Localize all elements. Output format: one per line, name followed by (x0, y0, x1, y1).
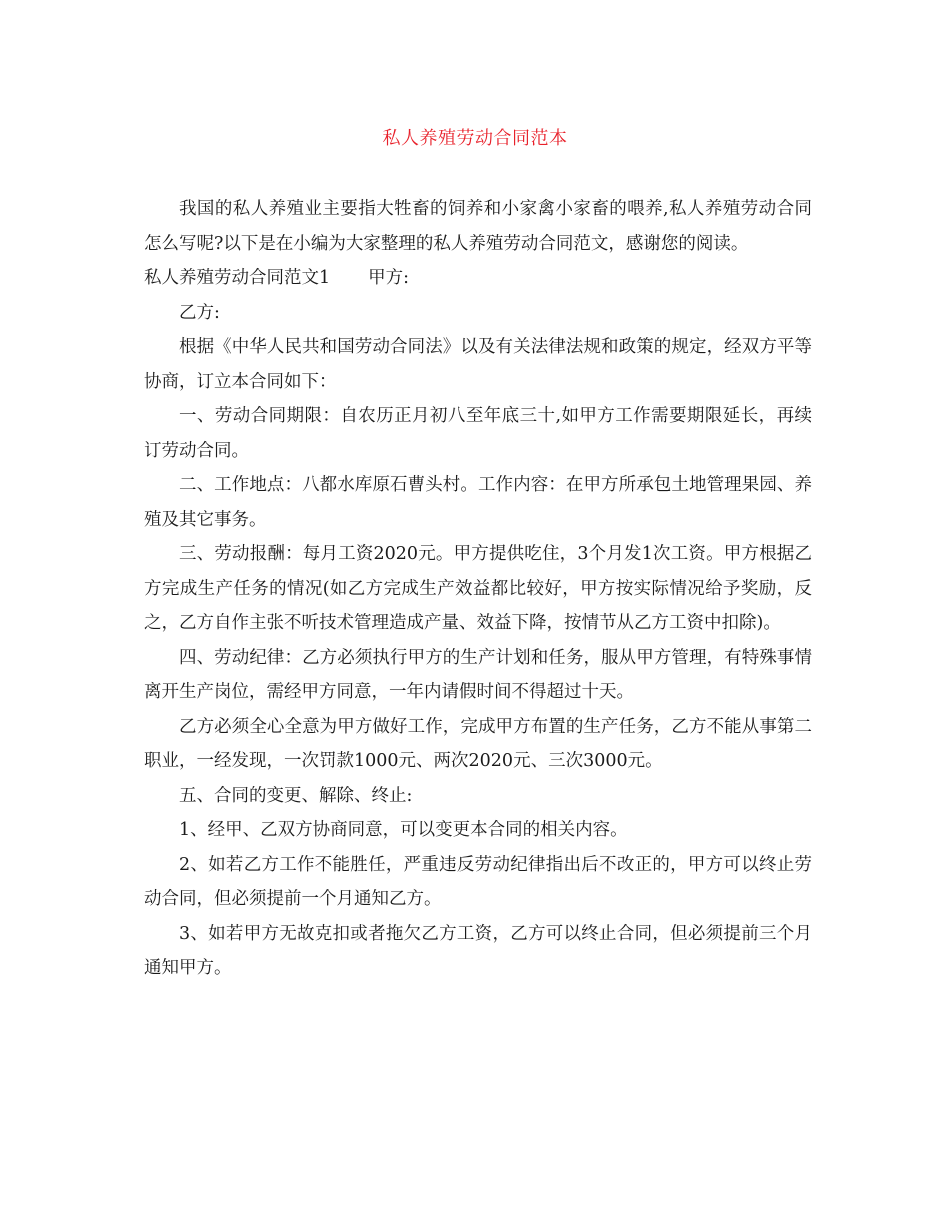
party-a-label: 甲方: (368, 268, 410, 288)
clause-4-extra: 乙方必须全心全意为甲方做好工作，完成甲方布置的生产任务，乙方不能从事第二职业，一经发现，一次罚款1000元、两次2020元、三次3000元。 (144, 716, 812, 771)
intro-paragraph: 我国的私人养殖业主要指大牲畜的饲养和小家禽小家畜的喂养,私人养殖劳动合同怎么写呢?以下是在小编为大家整理的私人养殖劳动合同范文，感谢您的阅读。 (144, 199, 812, 254)
clause-5-3: 3、如若甲方无故克扣或者拖欠乙方工资，乙方可以终止合同，但必须提前三个月通知甲方。 (144, 923, 812, 978)
clause-2: 二、工作地点：八都水库原石曹头村。工作内容：在甲方所承包土地管理果园、养殖及其它事务。 (144, 475, 812, 530)
clause-5-2: 2、如若乙方工作不能胜任，严重违反劳动纪律指出后不改正的，甲方可以终止劳动合同，但必须提前一个月通知乙方。 (144, 854, 812, 909)
clause-3: 三、劳动报酬：每月工资2020元。甲方提供吃住，3个月发1次工资。甲方根据乙方完成生产任务的情况(如乙方完成生产效益都比较好，甲方按实际情况给予奖励，反之，乙方自作主张不听技术管理造成产量、效益下降，按情节从乙方工资中扣除)。 (144, 544, 812, 633)
preamble-paragraph: 根据《中华人民共和国劳动合同法》以及有关法律法规和政策的规定，经双方平等协商，订立本合同如下： (144, 337, 812, 392)
clause-5: 五、合同的变更、解除、终止: (179, 785, 413, 806)
sample-heading: 私人养殖劳动合同范文1 (144, 268, 331, 288)
sample-heading-line (144, 261, 812, 296)
clause-5-1: 1、经甲、乙双方协商同意，可以变更本合同的相关内容。 (179, 820, 628, 840)
document-body (144, 192, 812, 986)
party-b-label: 乙方: (179, 302, 220, 323)
clause-4: 四、劳动纪律：乙方必须执行甲方的生产计划和任务，服从甲方管理，有特殊事情离开生产岗位，需经甲方同意，一年内请假时间不得超过十天。 (144, 647, 812, 702)
clause-1: 一、劳动合同期限：自农历正月初八至年底三十,如甲方工作需要期限延长，再续订劳动合同。 (144, 406, 812, 461)
document-title: 私人养殖劳动合同范本 (382, 128, 568, 149)
